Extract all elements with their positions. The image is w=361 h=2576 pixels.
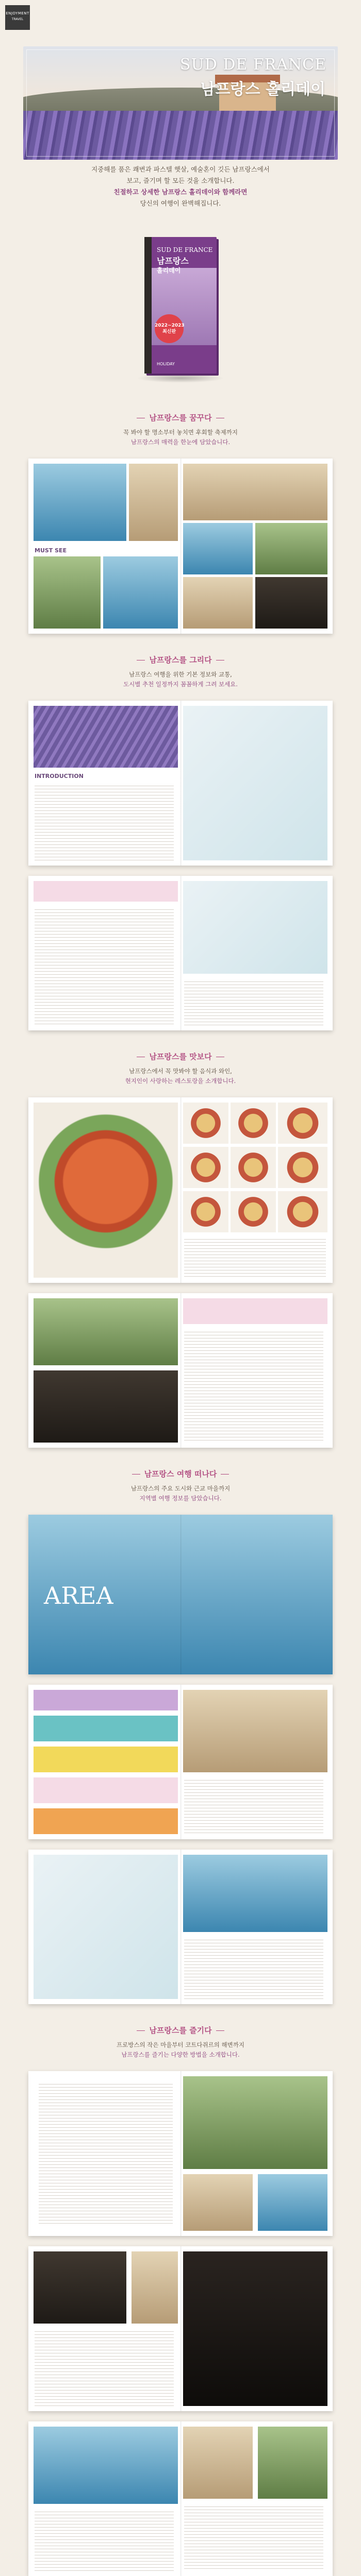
section-title: 남프랑스를 맛보다 — [0, 1051, 361, 1062]
spread-heading: INTRODUCTION — [35, 773, 84, 779]
spread-heading: MUST SEE — [35, 547, 67, 554]
sample-spread — [28, 701, 333, 866]
section-text — [46, 670, 315, 689]
book-cover-sub: 홀리데이 — [157, 267, 181, 274]
intro-line: 당신의 여행이 완벽해집니다. — [140, 199, 221, 207]
brand-name: ENJOYMENT — [6, 11, 29, 15]
section-text — [46, 2040, 315, 2060]
section-text-line: 남프랑스 여행을 위한 기본 정보와 교통, — [129, 671, 232, 678]
section-text-line: 현지인이 사랑하는 레스토랑을 소개합니다. — [125, 1077, 236, 1084]
section-title: 남프랑스를 그리다 — [0, 654, 361, 665]
intro-text — [36, 164, 325, 209]
intro-line: 친절하고 상세한 남프랑스 홀리데이와 함께라면 — [113, 188, 248, 196]
section-text-line: 프로방스의 작은 마을부터 코트다쥐르의 해변까지 — [117, 2041, 244, 2048]
sample-spread — [28, 2421, 333, 2576]
sample-spread — [28, 1515, 333, 1674]
book-cover-ko: 남프랑스 — [157, 256, 189, 266]
section-text — [46, 1484, 315, 1503]
sample-spread — [28, 2246, 333, 2411]
section-title: 남프랑스를 즐기다 — [0, 2025, 361, 2036]
section-text-line: 남프랑스의 매력을 한눈에 담았습니다. — [130, 438, 231, 446]
sample-spread — [28, 1097, 333, 1283]
section-text-line: 남프랑스의 주요 도시와 근교 마을까지 — [130, 1485, 231, 1492]
edition-badge: 2022~2023 최신판 — [155, 314, 184, 343]
sample-spread — [28, 459, 333, 634]
book-cover-image — [116, 232, 245, 386]
section-text — [46, 1066, 315, 1086]
sample-spread — [28, 2071, 333, 2236]
section-title: 남프랑스를 꿈꾸다 — [0, 412, 361, 423]
section-text — [46, 428, 315, 447]
hero-title-ko: 남프랑스 홀리데이 — [200, 80, 325, 98]
hero-banner — [23, 46, 338, 160]
section-text-line: 꼭 봐야 할 명소부터 놓치면 후회할 축제까지 — [123, 429, 238, 436]
intro-line: 지중해를 품은 쾌변과 파스텔 햇살, 예술혼이 깃든 남프랑스에서 — [91, 165, 270, 173]
section-text-line: 남프랑스를 즐기는 다양한 방법을 소개합니다. — [121, 2051, 240, 2058]
sample-spread — [28, 1685, 333, 1839]
spread-heading: AREA — [44, 1582, 113, 1609]
section-text-line: 지역별 여행 정보를 담았습니다. — [139, 1495, 222, 1502]
sample-spread — [28, 1293, 333, 1448]
book-cover-en: SUD DE FRANCE — [157, 246, 213, 253]
sample-spread — [28, 1850, 333, 2004]
sample-spread — [28, 876, 333, 1030]
section-text-line: 도시별 추천 일정까지 꼼꼼하게 그려 보세요. — [123, 681, 238, 688]
hero-title-en: SUD DE FRANCE — [179, 56, 326, 74]
section-text-line: 남프랑스에서 꼭 맛봐야 할 음식과 와인, — [129, 1067, 232, 1075]
brand-logo — [5, 5, 30, 30]
book-logo: HOLIDAY — [157, 362, 175, 366]
section-title: 남프랑스 여행 떠나다 — [0, 1468, 361, 1479]
intro-line: 보고, 즐기며 할 모든 것을 소개합니다. — [126, 177, 235, 184]
brand-sub: TRAVEL — [11, 18, 24, 21]
